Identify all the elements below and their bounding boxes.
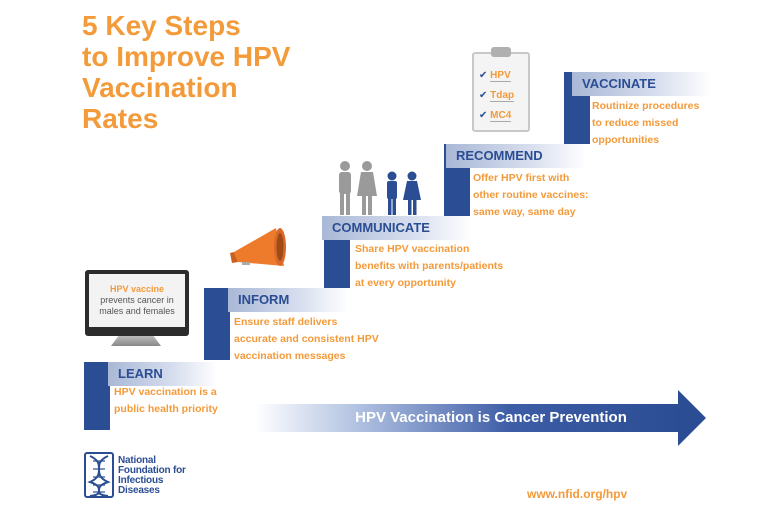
inform-text-line: accurate and consistent HPV bbox=[234, 333, 379, 345]
communicate-text-line: Share HPV vaccination bbox=[355, 243, 470, 255]
family-icon bbox=[335, 160, 427, 216]
logo-line: Diseases bbox=[118, 485, 160, 496]
dna-logo-icon bbox=[84, 452, 114, 498]
vaccinate-step-text bbox=[592, 98, 699, 149]
clipboard-icon bbox=[472, 52, 530, 132]
learn-step-riser bbox=[84, 362, 110, 430]
monitor-highlight: HPV vaccine bbox=[109, 284, 165, 294]
monitor-line: males and females bbox=[99, 306, 175, 316]
monitor-stand bbox=[111, 336, 161, 346]
monitor-screen bbox=[89, 274, 185, 327]
communicate-text-line: at every opportunity bbox=[355, 277, 456, 289]
banner-arrow-head bbox=[678, 390, 706, 446]
title-line-3: Vaccination bbox=[82, 72, 238, 103]
communicate-step-text bbox=[355, 241, 503, 292]
megaphone-icon bbox=[228, 222, 294, 274]
vaccinate-text-line: opportunities bbox=[592, 134, 660, 146]
inform-step-text bbox=[234, 314, 379, 365]
vaccinate-text-line: to reduce missed bbox=[592, 117, 679, 129]
clipboard-item bbox=[479, 110, 511, 121]
title-line-4: Rates bbox=[82, 103, 159, 134]
check-icon: ✔ bbox=[479, 110, 488, 121]
recommend-text-line: Offer HPV first with bbox=[473, 172, 570, 184]
logo-line: Foundation for bbox=[118, 465, 186, 476]
vaccinate-step-header: VACCINATE bbox=[572, 72, 712, 96]
recommend-step-header: RECOMMEND bbox=[446, 144, 586, 168]
website-url: www.nfid.org/hpv bbox=[527, 487, 628, 501]
clipboard-item-label: MC4 bbox=[490, 110, 512, 121]
recommend-text-line: same way, same day bbox=[473, 206, 576, 218]
clipboard-clip bbox=[491, 47, 511, 57]
check-icon: ✔ bbox=[479, 90, 488, 101]
learn-text-line: public health priority bbox=[114, 403, 218, 415]
inform-step-header: INFORM bbox=[228, 288, 348, 312]
logo-line: Infectious bbox=[118, 475, 164, 486]
learn-step-text bbox=[114, 384, 218, 418]
infographic-title bbox=[82, 10, 342, 134]
monitor-icon bbox=[85, 270, 189, 336]
vaccinate-text-line: Routinize procedures bbox=[592, 100, 700, 112]
banner-text: HPV Vaccination is Cancer Prevention bbox=[355, 409, 627, 426]
learn-text-line: HPV vaccination is a bbox=[114, 386, 217, 398]
communicate-text-line: benefits with parents/patients bbox=[355, 260, 504, 272]
check-icon: ✔ bbox=[479, 70, 488, 81]
monitor-line: prevents cancer in bbox=[100, 295, 174, 305]
clipboard-item bbox=[479, 90, 514, 101]
recommend-text-line: other routine vaccines: bbox=[473, 189, 589, 201]
clipboard-item bbox=[479, 70, 511, 81]
title-line-1: 5 Key Steps bbox=[82, 10, 241, 41]
clipboard-item-label: Tdap bbox=[490, 90, 515, 101]
clipboard-item-label: HPV bbox=[490, 70, 511, 81]
title-line-2: to Improve HPV bbox=[82, 41, 291, 72]
inform-text-line: Ensure staff delivers bbox=[234, 316, 338, 328]
inform-step-riser bbox=[204, 288, 230, 360]
logo-line: National bbox=[118, 455, 156, 466]
recommend-step-text bbox=[473, 170, 589, 221]
inform-text-line: vaccination messages bbox=[234, 350, 346, 362]
communicate-step-header: COMMUNICATE bbox=[322, 216, 472, 240]
logo-text bbox=[118, 456, 186, 496]
learn-step-header: LEARN bbox=[108, 362, 218, 386]
